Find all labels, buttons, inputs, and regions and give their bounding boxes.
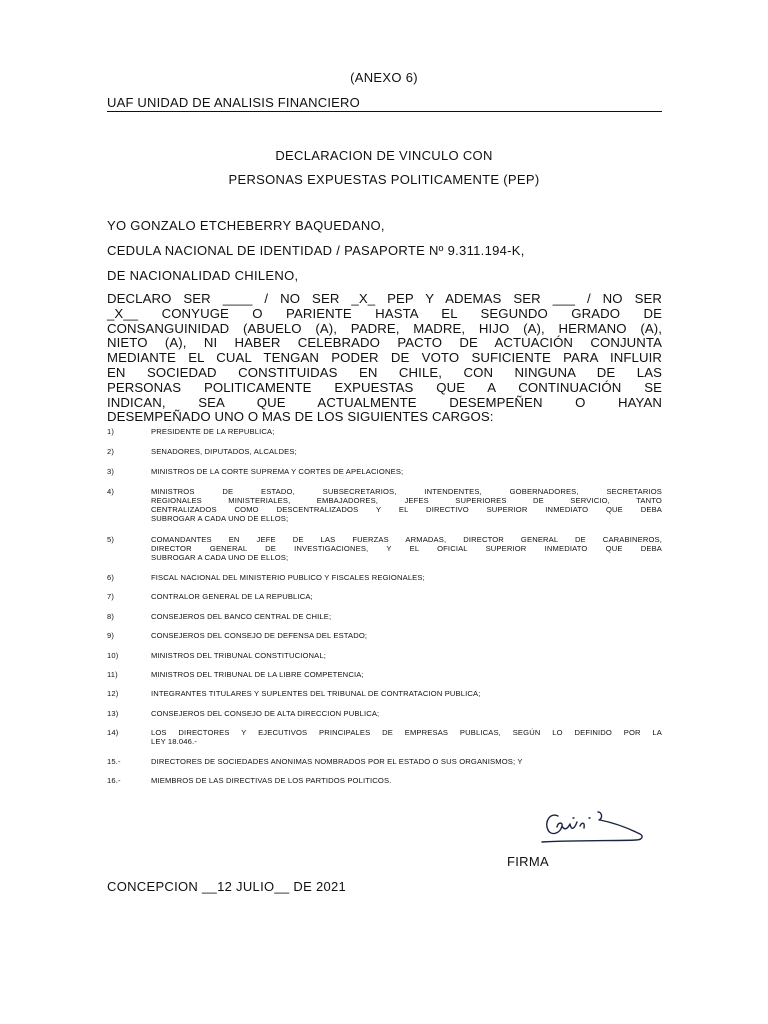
item-text [151,728,662,746]
declaration-line: EN SOCIEDAD CONSTITUIDAS EN CHILE, CON NINGUNA DE LAS [107,364,662,380]
place-and-date: CONCEPCION __12 JULIO__ DE 2021 [107,879,347,894]
item-number: 14) [107,728,119,737]
item-number: 4) [107,487,115,496]
item-text: CONSEJEROS DEL BANCO CENTRAL DE CHILE; [151,612,332,621]
item-number: 12) [107,689,119,698]
item-number: 9) [107,631,115,640]
declaration-line: NIETO (A), NI HABER CELEBRADO PACTO DE ACTUACIÓN CONJUNTA [107,335,662,351]
declarant-nationality: DE NACIONALIDAD CHILENO, [107,268,299,283]
item-text-line: COMANDANTES EN JEFE DE LAS FUERZAS ARMADAS, DIRECTOR GENERAL DE CARABINEROS, [151,535,662,544]
item-text: MINISTROS DEL TRIBUNAL DE LA LIBRE COMPETENCIA; [151,670,364,679]
item-number: 7) [107,592,115,601]
item-number: 16.- [107,776,121,785]
item-text: MIEMBROS DE LAS DIRECTIVAS DE LOS PARTIDOS POLITICOS. [151,776,392,785]
declaration-line: _X__ CONYUGE O PARIENTE HASTA EL SEGUNDO GRADO DE [107,305,662,321]
declaration-line: DECLARO SER ____ / NO SER _X_ PEP Y ADEMAS SER ___ / NO SER [107,291,662,306]
item-number: 15.- [107,757,121,766]
item-number: 13) [107,709,119,718]
declarant-name: YO GONZALO ETCHEBERRY BAQUEDANO, [107,218,385,233]
item-text: CONSEJEROS DEL CONSEJO DE ALTA DIRECCION PUBLICA; [151,709,380,718]
item-text-line: REGIONALES MINISTERIALES, EMBAJADORES, JEFES SUPERIORES DE SERVICIO, TANTO [151,496,662,505]
item-text-line: SUBROGAR A CADA UNO DE ELLOS; [151,514,289,523]
declaration-line: INDICAN, SEA QUE ACTUALMENTE DESEMPEÑEN O HAYAN [107,394,662,410]
declaration-paragraph [107,292,662,425]
item-number: 10) [107,651,119,660]
declaration-line: CONSANGUINIDAD (ABUELO (A), PADRE, MADRE, HIJO (A), HERMANO (A), [107,320,662,336]
signature-label: FIRMA [507,854,549,869]
item-text: FISCAL NACIONAL DEL MINISTERIO PUBLICO Y FISCALES REGIONALES; [151,573,425,582]
item-text-line: MINISTROS DE ESTADO, SUBSECRETARIOS, INTENDENTES, GOBERNADORES, SECRETARIOS [151,487,662,496]
header-divider [107,111,662,112]
item-text-line: LEY 18.046.- [151,737,197,746]
item-text: CONTRALOR GENERAL DE LA REPUBLICA; [151,592,313,601]
item-text: DIRECTORES DE SOCIEDADES ANONIMAS NOMBRADOS POR EL ESTADO O SUS ORGANISMOS; Y [151,757,523,766]
item-number: 1) [107,427,115,436]
item-text: MINISTROS DEL TRIBUNAL CONSTITUCIONAL; [151,651,327,660]
item-text [151,535,662,562]
item-number: 8) [107,612,115,621]
item-number: 2) [107,447,115,456]
item-text-line: LOS DIRECTORES Y EJECUTIVOS PRINCIPALES DE EMPRESAS PUBLICAS, SEGÚN LO DEFINIDO POR LA [151,728,662,737]
item-text-line: CENTRALIZADOS COMO DESCENTRALIZADOS Y EL DIRECTIVO SUPERIOR INMEDIATO QUE DEBA [151,505,662,514]
handwritten-signature [540,800,655,845]
item-number: 5) [107,535,115,544]
item-number: 11) [107,670,118,679]
annex-label: (ANEXO 6) [350,70,418,85]
item-text: INTEGRANTES TITULARES Y SUPLENTES DEL TRIBUNAL DE CONTRATACION PUBLICA; [151,689,481,698]
item-text: SENADORES, DIPUTADOS, ALCALDES; [151,447,297,456]
document-title-line-1: DECLARACION DE VINCULO CON [275,148,493,163]
declarant-id: CEDULA NACIONAL DE IDENTIDAD / PASAPORTE Nº 9.311.194-K, [107,243,525,258]
item-text: PRESIDENTE DE LA REPUBLICA; [151,427,275,436]
item-text: MINISTROS DE LA CORTE SUPREMA Y CORTES DE APELACIONES; [151,467,404,476]
declaration-line: DESEMPEÑADO UNO O MAS DE LOS SIGUIENTES CARGOS: [107,409,494,425]
item-text: CONSEJEROS DEL CONSEJO DE DEFENSA DEL ESTADO; [151,631,368,640]
item-text-line: SUBROGAR A CADA UNO DE ELLOS; [151,553,289,562]
organization-name: UAF UNIDAD DE ANALISIS FINANCIERO [107,95,360,110]
declaration-line: MEDIANTE EL CUAL TENGAN PODER DE VOTO SUFICIENTE PARA INFLUIR [107,350,662,366]
item-text-line: DIRECTOR GENERAL DE INVESTIGACIONES, Y EL OFICIAL SUPERIOR INMEDIATO QUE DEBA [151,544,662,553]
item-text [151,487,662,523]
document-title-line-2: PERSONAS EXPUESTAS POLITICAMENTE (PEP) [228,172,540,187]
item-number: 6) [107,573,115,582]
declaration-line: PERSONAS POLITICAMENTE EXPUESTAS QUE A CONTINUACIÓN SE [107,379,662,395]
item-number: 3) [107,467,115,476]
